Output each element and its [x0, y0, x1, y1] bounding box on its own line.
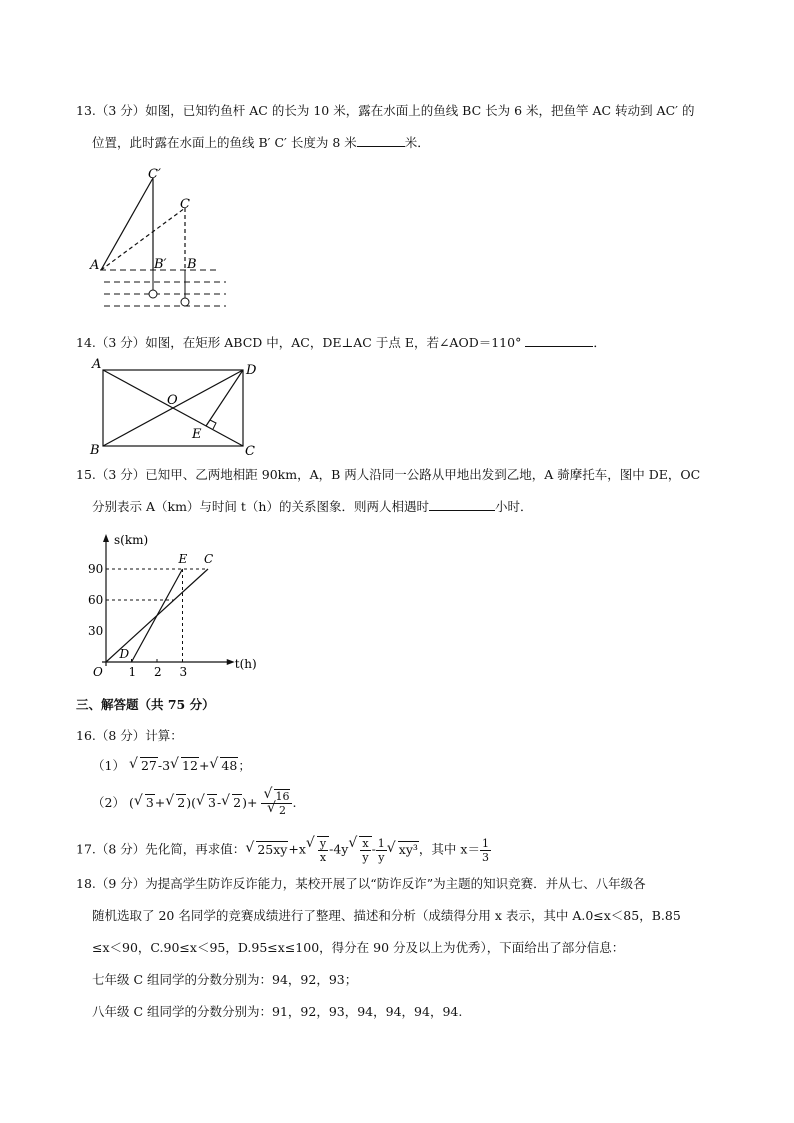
origin-label: O — [93, 665, 103, 679]
q13-label-c: C — [180, 197, 190, 212]
q14-tail: ． — [593, 335, 606, 350]
q16-p2-label: （2） — [92, 795, 125, 810]
q18-line2: 随机选取了 20 名同学的竞赛成绩进行了整理、描述和分析（成绩得分用 x 表示，其中 A.0≤x＜85，B.85 — [92, 908, 681, 923]
q15-line2 — [92, 498, 533, 516]
y-tick-label: 30 — [88, 624, 104, 638]
series-end-label: E — [178, 552, 188, 566]
q16-p2-radical-4: √ 2 — [221, 794, 242, 812]
q15-chart — [84, 530, 284, 680]
q18-line4: 七年级 C 组同学的分数分别为：94，92，93； — [92, 972, 358, 987]
q14-text: 14.（3 分）如图，在矩形 ABCD 中，AC，DE⊥AC 于点 E，若∠AOD＝110° — [76, 335, 522, 350]
q17-line — [76, 836, 491, 864]
q17-tail: ，其中 x＝ — [418, 841, 480, 857]
q17-radical-2: √ $\frac{y}{x}$ — [306, 836, 329, 864]
q14-line1 — [76, 334, 606, 352]
q13-label-a: A — [90, 258, 100, 273]
q16-p1-radical-1: √ 27 — [129, 757, 158, 775]
q16-p1-end: ； — [238, 758, 251, 773]
q16-p2-radical-2: √ 2 — [165, 794, 186, 812]
q14-label-d: D — [246, 363, 257, 378]
q16-p1-minus: -3 — [157, 758, 171, 773]
q13-label-c-prime: C′ — [148, 167, 161, 182]
q16-p2-minus: - — [216, 795, 222, 810]
q13-answer-blank — [357, 134, 405, 147]
x-tick-label: 2 — [154, 665, 162, 679]
series-start-label: D — [119, 647, 130, 661]
q16-p2-radical-3: √ 3 — [196, 794, 217, 812]
q16-p1-radical-2: √ 12 — [170, 757, 199, 775]
q14-label-b: B — [90, 443, 100, 458]
q14-label-e: E — [192, 427, 202, 442]
q15-answer-blank — [429, 498, 495, 511]
q13-label-b: B — [187, 257, 197, 272]
q16-p2-end: . — [292, 795, 297, 810]
q16-p2-mid: )( — [186, 795, 196, 810]
q16-p2-close: )+ — [242, 795, 258, 810]
q16-p1-plus: + — [198, 758, 210, 773]
q13-line1: 13.（3 分）如图，已知钓鱼杆 AC 的长为 10 米，露在水面上的鱼线 BC 长为 6 米，把鱼竿 AC 转动到 AC′ 的 — [76, 103, 695, 118]
q13-line2-tail: 米． — [404, 135, 430, 150]
y-tick-label: 60 — [88, 593, 104, 607]
q13-line2-text: 位置，此时露在水面上的鱼线 B′ C′ 长度为 8 米 — [92, 135, 357, 150]
y-axis-label: s(km) — [114, 533, 149, 547]
q16-part1 — [92, 757, 251, 775]
q18-line5: 八年级 C 组同学的分数分别为：91，92，93，94，94，94，94. — [92, 1004, 463, 1019]
x-axis-arrow — [227, 659, 235, 665]
q14-figure — [86, 356, 266, 460]
q13-label-b-prime: B′ — [154, 257, 167, 272]
q18-line1: 18.（9 分）为提高学生防诈反诈能力，某校开展了以“防诈反诈”为主题的知识竞赛．并从七、八年级各 — [76, 876, 646, 891]
q17-term-1: +x — [288, 841, 306, 857]
q15-line2-tail: 小时． — [494, 499, 533, 514]
q18-line3: ≤x＜90，C.90≤x＜95，D.95≤x≤100，得分在 90 分及以上为优秀），下面给出了部分信息： — [92, 940, 625, 955]
x-tick-label: 3 — [179, 665, 188, 679]
q15-line1: 15.（3 分）已知甲、乙两地相距 90km，A，B 两人沿同一公路从甲地出发到乙地，A 骑摩托车，图中 DE，OC — [76, 467, 701, 482]
q15-line2-text: 分别表示 A（km）与时间 t（h）的关系图象．则两人相遇时 — [92, 499, 429, 514]
q16-p1-radical-3: √ 48 — [209, 757, 238, 775]
q16-p2-plus: + — [154, 795, 166, 810]
q17-radical-4: √ xy³ — [387, 841, 419, 859]
q13-line2 — [92, 134, 430, 152]
q17-radical-1: √ 25xy — [245, 841, 288, 859]
q16-part2 — [92, 790, 296, 817]
q16-p1-label: （1） — [92, 758, 125, 773]
q17-radical-3: √ $\frac{x}{y}$ — [348, 836, 371, 864]
q14-label-a: A — [92, 357, 102, 372]
section-3-heading: 三、解答题（共 75 分） — [76, 697, 215, 712]
q16-head: 16.（8 分）计算： — [76, 728, 183, 743]
series-de — [132, 569, 183, 662]
y-axis-arrow — [103, 534, 109, 542]
q14-label-o: O — [167, 393, 178, 408]
q13-figure — [88, 162, 238, 314]
q14-label-c: C — [245, 444, 255, 459]
q16-p2-open: ( — [128, 795, 134, 810]
y-tick-label: 90 — [88, 562, 104, 576]
x-tick-label: 1 — [128, 665, 137, 679]
q17-term-2: -4y — [329, 841, 349, 857]
q17-head: 17.（8 分）先化简，再求值： — [76, 841, 246, 857]
series-end-label: C — [204, 552, 214, 566]
q16-p2-radical-1: √ 3 — [134, 794, 155, 812]
q17-value: $\frac{1}{3}$ — [481, 836, 489, 864]
q17-term-3: - — [371, 841, 376, 857]
q16-p2-fraction: √ 16 √ 2 — [261, 790, 292, 817]
q14-answer-blank — [525, 334, 593, 347]
q17-fraction: $\frac{1}{y}$ — [377, 836, 385, 864]
x-axis-label: t(h) — [234, 657, 257, 671]
